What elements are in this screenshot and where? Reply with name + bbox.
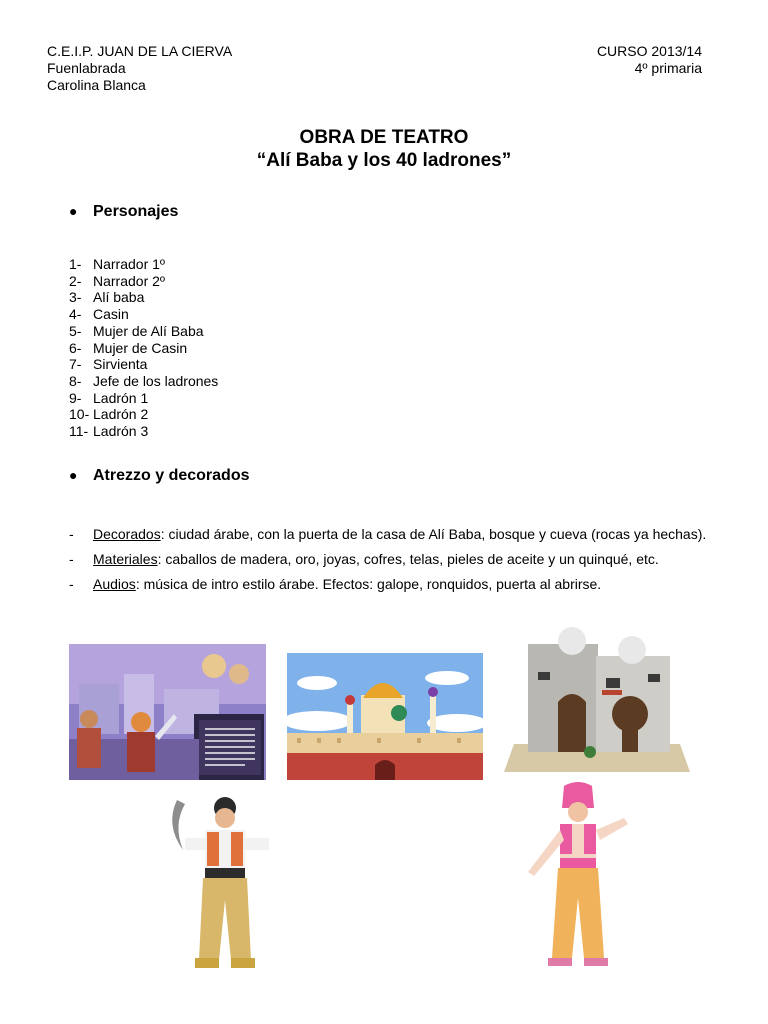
- boy-costume-icon: [165, 790, 275, 976]
- cast-number: 2-: [69, 272, 82, 289]
- cast-number: 4-: [69, 306, 82, 323]
- cast-name: Ladrón 1: [93, 389, 149, 406]
- bullet-icon: ●: [69, 203, 78, 219]
- list-item: [69, 340, 218, 357]
- header-right: [597, 43, 702, 77]
- cast-name: Narrador 2º: [93, 272, 166, 289]
- bullet-icon: ●: [69, 467, 78, 483]
- cast-number: 10-: [69, 406, 90, 423]
- page-title: [0, 126, 768, 172]
- note-label: Materiales: [93, 551, 158, 567]
- section-atrezzo: [69, 467, 249, 485]
- section-personajes: [69, 203, 178, 221]
- notes-list: [69, 522, 724, 597]
- list-item: - Materiales: caballos de madera, oro, joyas, cofres, telas, pieles de aceite y un quinqué, etc.: [69, 551, 659, 567]
- grade-label: 4º primaria: [634, 60, 702, 76]
- section-heading: Personajes: [93, 203, 179, 220]
- cast-name: Narrador 1º: [93, 256, 166, 272]
- course-label: CURSO 2013/14: [596, 43, 702, 59]
- list-item: - Audios: música de intro estilo árabe. Efectos: galope, ronquidos, puerta al abrirse.: [69, 576, 602, 592]
- cast-name: Mujer de Casin: [93, 339, 188, 356]
- cast-name: Sirvienta: [93, 356, 148, 373]
- storybook-illustration-icon: [69, 644, 266, 780]
- list-item: [69, 356, 218, 373]
- list-item: [69, 323, 218, 340]
- town-name: Fuenlabrada: [47, 60, 126, 76]
- list-item: [69, 306, 218, 323]
- cast-list: [69, 256, 218, 440]
- cast-number: 6-: [69, 339, 82, 356]
- section-heading: Atrezzo y decorados: [93, 467, 250, 484]
- cast-number: 3-: [69, 289, 82, 306]
- header-left: [47, 43, 232, 94]
- cast-number: 8-: [69, 372, 82, 389]
- note-label: Audios: [93, 576, 136, 592]
- list-item: [69, 406, 218, 423]
- list-item: - Decorados: ciudad árabe, con la puerta de la casa de Alí Baba, bosque y cueva (rocas ya hechas).: [69, 526, 707, 542]
- arabic-city-icon: [287, 653, 483, 780]
- school-name: C.E.I.P. JUAN DE LA CIERVA: [47, 43, 233, 59]
- cast-number: 7-: [69, 356, 82, 373]
- note-text: : ciudad árabe, con la puerta de la casa de Alí Baba, bosque y cueva (rocas ya hechas).: [160, 526, 707, 542]
- list-item: [69, 289, 218, 306]
- cast-number: 9-: [69, 389, 82, 406]
- list-item: [69, 390, 218, 407]
- cast-number: 11-: [69, 423, 89, 440]
- list-item: [69, 273, 218, 290]
- title-line-1: OBRA DE TEATRO: [299, 127, 469, 148]
- cast-name: Alí baba: [93, 289, 145, 306]
- teacher-name: Carolina Blanca: [47, 77, 146, 93]
- cast-name: Ladrón 2: [93, 406, 149, 423]
- list-item: [69, 373, 218, 390]
- cast-number: 1-: [69, 256, 82, 272]
- list-item: [69, 423, 218, 440]
- note-label: Decorados: [93, 526, 161, 542]
- title-line-2: “Alí Baba y los 40 ladrones”: [256, 150, 512, 171]
- cast-number: 5-: [69, 322, 82, 339]
- cast-name: Ladrón 3: [93, 423, 149, 440]
- cast-name: Casin: [93, 306, 129, 323]
- note-text: : música de intro estilo árabe. Efectos: galope, ronquidos, puerta al abrirse.: [135, 576, 602, 592]
- girl-costume-icon: [512, 778, 644, 976]
- model-house-icon: [490, 626, 708, 780]
- list-item: [69, 256, 218, 273]
- cast-name: Jefe de los ladrones: [93, 372, 219, 389]
- note-text: : caballos de madera, oro, joyas, cofres, telas, pieles de aceite y un quinqué, etc.: [157, 551, 659, 567]
- cast-name: Mujer de Alí Baba: [93, 322, 204, 339]
